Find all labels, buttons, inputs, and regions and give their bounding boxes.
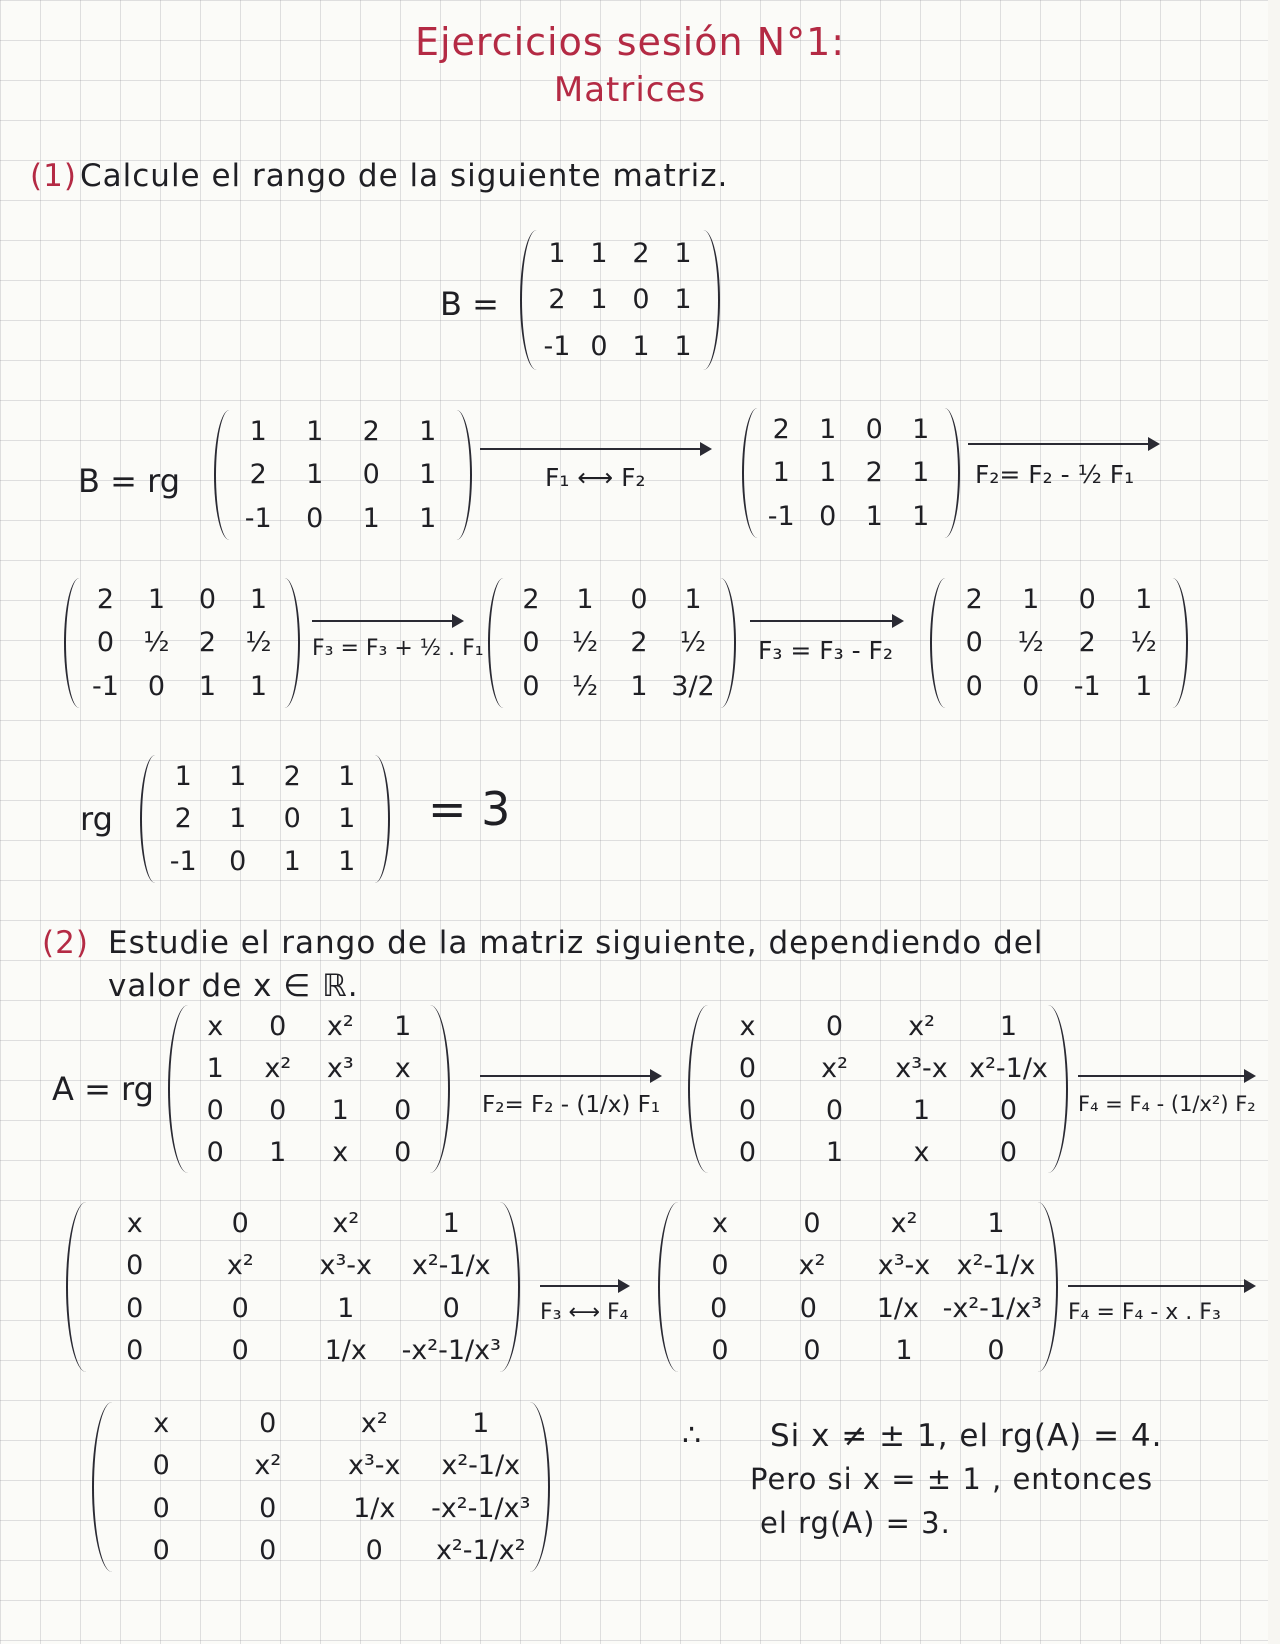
matrix-cell: 0 bbox=[394, 1094, 412, 1126]
matrix-cell: x² bbox=[254, 1450, 282, 1482]
matrix-row bbox=[946, 627, 1172, 658]
matrix-cell: x² bbox=[360, 1407, 388, 1439]
matrix-cell: 2 bbox=[96, 584, 115, 616]
matrix-cell: 1 bbox=[819, 414, 837, 446]
exercise-2-number: (2) bbox=[42, 925, 89, 961]
matrix-cell: 0 bbox=[126, 1292, 144, 1324]
matrix-cell: 0 bbox=[259, 1407, 277, 1439]
matrix-cell: 1 bbox=[1135, 584, 1153, 616]
matrix-cell: 1 bbox=[825, 1136, 844, 1168]
ex2-step-3-matrix bbox=[658, 1202, 1058, 1372]
matrix-row bbox=[82, 1208, 504, 1239]
matrix-cell: x³-x bbox=[319, 1250, 373, 1282]
matrix-cell: 1 bbox=[337, 1292, 355, 1324]
matrix-cell: x² bbox=[908, 1010, 935, 1042]
matrix-cell: 1 bbox=[674, 237, 692, 269]
ex2-operation-2: F₄ = F₄ - (1/x²) F₂ bbox=[1078, 1092, 1256, 1116]
matrix-cell: x²-1/x bbox=[956, 1250, 1036, 1282]
matrix-cell: 2 bbox=[548, 284, 566, 316]
matrix-row bbox=[758, 501, 944, 532]
matrix-cell: 1 bbox=[147, 584, 166, 616]
matrix-row bbox=[184, 1011, 434, 1042]
matrix-cell: 1 bbox=[419, 502, 437, 534]
matrix-cell: 0 bbox=[229, 846, 247, 878]
ex1-operation-4: F₃ = F₃ - F₂ bbox=[758, 636, 893, 665]
matrix-row bbox=[230, 459, 456, 490]
ex1-operation-3: F₃ = F₃ + ½ . F₁ bbox=[312, 636, 484, 661]
matrix-cell: 1/x bbox=[353, 1492, 396, 1524]
matrix-cell: 1 bbox=[198, 670, 217, 702]
matrix-cell: 0 bbox=[1078, 584, 1096, 616]
matrix-cell: 0 bbox=[710, 1292, 728, 1324]
matrix-cell: 1 bbox=[249, 584, 268, 616]
matrix-cell: 1 bbox=[442, 1207, 460, 1239]
matrix-cell: -1 bbox=[1073, 670, 1101, 702]
matrix-cell: 0 bbox=[799, 1292, 817, 1324]
matrix-row bbox=[156, 846, 374, 877]
exercise-1-statement: Calcule el rango de la siguiente matriz. bbox=[80, 158, 729, 194]
matrix-b bbox=[520, 230, 720, 370]
ex1-step-1-matrix bbox=[742, 408, 960, 538]
matrix-row bbox=[536, 284, 704, 315]
matrix-cell: ½ bbox=[143, 627, 170, 659]
ex2-step-1-matrix bbox=[688, 1005, 1068, 1173]
matrix-cell: x² bbox=[264, 1052, 292, 1084]
matrix-row bbox=[536, 331, 704, 362]
matrix-cell: 1 bbox=[999, 1010, 1018, 1042]
matrix-cell: 1 bbox=[590, 237, 608, 269]
matrix-cell: 2 bbox=[283, 760, 301, 792]
matrix-cell: x bbox=[913, 1136, 930, 1168]
ex1-step-4-matrix bbox=[930, 578, 1188, 708]
ex2-operation-3: F₃ ⟷ F₄ bbox=[540, 1300, 629, 1325]
matrix-row bbox=[704, 1095, 1052, 1126]
matrix-row bbox=[108, 1408, 534, 1439]
matrix-cell: 0 bbox=[365, 1535, 383, 1567]
matrix-cell: 1/x bbox=[324, 1335, 367, 1367]
matrix-cell: 1 bbox=[394, 1010, 412, 1042]
matrix-cell: 2 bbox=[522, 584, 540, 616]
matrix-cell: x²-1/x² bbox=[435, 1535, 526, 1567]
matrix-cell: x²-1/x bbox=[411, 1250, 491, 1282]
ex2-arrow-4 bbox=[1068, 1285, 1254, 1287]
matrix-cell: 0 bbox=[362, 459, 380, 491]
ex2-arrow-1 bbox=[480, 1075, 660, 1077]
matrix-row bbox=[82, 1335, 504, 1366]
matrix-cell: 0 bbox=[147, 670, 166, 702]
matrix-cell: 0 bbox=[711, 1335, 729, 1367]
matrix-cell: 0 bbox=[126, 1335, 144, 1367]
matrix-cell: ½ bbox=[1130, 627, 1157, 659]
matrix-cell: -x²-1/x³ bbox=[431, 1492, 531, 1524]
ex1-operation-1: F₁ ⟷ F₂ bbox=[545, 463, 646, 492]
matrix-cell: 2 bbox=[362, 416, 380, 448]
matrix-cell: x bbox=[153, 1407, 170, 1439]
matrix-cell: ½ bbox=[245, 627, 272, 659]
matrix-cell: 0 bbox=[152, 1450, 170, 1482]
matrix-row bbox=[82, 1293, 504, 1324]
matrix-cell: 1 bbox=[895, 1335, 913, 1367]
matrix-cell: ½ bbox=[571, 627, 599, 659]
matrix-cell: x bbox=[712, 1207, 728, 1239]
matrix-cell: x² bbox=[821, 1052, 848, 1084]
matrix-cell: 0 bbox=[999, 1094, 1018, 1126]
exercise-2-statement-line-1: Estudie el rango de la matriz siguiente, dependiendo del bbox=[108, 925, 1044, 961]
matrix-cell: 1 bbox=[306, 416, 324, 448]
matrix-cell: 1 bbox=[249, 416, 267, 448]
ex2-arrow-3 bbox=[540, 1285, 628, 1287]
matrix-cell: 0 bbox=[306, 502, 324, 534]
matrix-cell: 1 bbox=[362, 502, 380, 534]
matrix-cell: 1 bbox=[338, 846, 356, 878]
conclusion-line-2: Pero si x = ± 1 , entonces bbox=[750, 1462, 1154, 1496]
matrix-cell: 0 bbox=[803, 1207, 821, 1239]
matrix-row bbox=[184, 1053, 434, 1084]
result-matrix bbox=[140, 755, 390, 883]
ex2-step-0-matrix bbox=[168, 1005, 450, 1173]
matrix-cell: x bbox=[126, 1207, 143, 1239]
matrix-cell: 1 bbox=[912, 457, 930, 489]
matrix-cell: 1 bbox=[419, 459, 437, 491]
matrix-cell: x bbox=[207, 1010, 224, 1042]
matrix-cell: 0 bbox=[442, 1292, 460, 1324]
ex1-arrow-4 bbox=[750, 620, 902, 622]
matrix-cell: 0 bbox=[152, 1535, 170, 1567]
therefore-symbol: ∴ bbox=[682, 1418, 702, 1453]
matrix-row bbox=[504, 627, 720, 658]
matrix-cell: 0 bbox=[522, 627, 540, 659]
matrix-row bbox=[758, 457, 944, 488]
matrix-row bbox=[674, 1250, 1042, 1281]
matrix-cell: 0 bbox=[269, 1010, 287, 1042]
matrix-cell: -x²-1/x³ bbox=[942, 1292, 1043, 1324]
matrix-cell: 0 bbox=[269, 1094, 287, 1126]
ex2-operation-4: F₄ = F₄ - x . F₃ bbox=[1068, 1300, 1221, 1325]
matrix-cell: x² bbox=[326, 1010, 354, 1042]
matrix-cell: x bbox=[394, 1052, 411, 1084]
matrix-cell: 2 bbox=[632, 237, 650, 269]
matrix-row bbox=[946, 584, 1172, 615]
matrix-cell: 0 bbox=[206, 1136, 224, 1168]
matrix-cell: x³-x bbox=[877, 1250, 931, 1282]
matrix-cell: -1 bbox=[169, 846, 197, 878]
matrix-cell: 0 bbox=[630, 584, 648, 616]
matrix-cell: 1 bbox=[283, 846, 301, 878]
matrix-row bbox=[80, 627, 284, 658]
matrix-cell: 0 bbox=[259, 1492, 277, 1524]
matrix-row bbox=[184, 1095, 434, 1126]
matrix-cell: 2 bbox=[249, 459, 267, 491]
matrix-cell: 1 bbox=[229, 760, 247, 792]
ex1-arrow-3 bbox=[312, 620, 462, 622]
matrix-cell: 0 bbox=[206, 1094, 224, 1126]
matrix-cell: 0 bbox=[522, 670, 540, 702]
matrix-cell: 2 bbox=[630, 627, 648, 659]
matrix-row bbox=[704, 1137, 1052, 1168]
matrix-row bbox=[156, 803, 374, 834]
matrix-cell: 0 bbox=[231, 1292, 249, 1324]
matrix-row bbox=[82, 1250, 504, 1281]
matrix-cell: 1 bbox=[590, 284, 608, 316]
ex1-operation-2: F₂= F₂ - ½ F₁ bbox=[975, 460, 1135, 489]
matrix-cell: 0 bbox=[394, 1136, 412, 1168]
matrix-cell: 1 bbox=[576, 584, 594, 616]
matrix-cell: 0 bbox=[987, 1335, 1005, 1367]
matrix-row bbox=[108, 1535, 534, 1566]
matrix-cell: 2 bbox=[965, 584, 983, 616]
matrix-cell: 0 bbox=[825, 1010, 844, 1042]
matrix-cell: 0 bbox=[965, 670, 983, 702]
matrix-cell: 0 bbox=[590, 331, 608, 363]
conclusion-line-3: el rg(A) = 3. bbox=[760, 1506, 951, 1540]
matrix-cell: 2 bbox=[772, 414, 790, 446]
matrix-cell: 1 bbox=[174, 760, 192, 792]
matrix-cell: 1 bbox=[338, 760, 356, 792]
ex1-arrow-2 bbox=[968, 443, 1158, 445]
rank-a-label: A = rg bbox=[52, 1070, 154, 1108]
matrix-cell: 1 bbox=[632, 331, 650, 363]
matrix-row bbox=[536, 238, 704, 269]
matrix-cell: x³-x bbox=[347, 1450, 401, 1482]
matrix-cell: 1 bbox=[912, 414, 930, 446]
matrix-cell: 1 bbox=[819, 457, 837, 489]
matrix-cell: 1 bbox=[419, 416, 437, 448]
matrix-row bbox=[80, 584, 284, 615]
matrix-row bbox=[184, 1137, 434, 1168]
exercise-1-number: (1) bbox=[30, 158, 77, 194]
matrix-cell: x² bbox=[890, 1207, 918, 1239]
matrix-cell: 1 bbox=[306, 459, 324, 491]
ex2-step-2-matrix bbox=[66, 1202, 520, 1372]
matrix-row bbox=[230, 416, 456, 447]
result-rank-label: rg bbox=[80, 800, 113, 838]
ex1-arrow-1 bbox=[480, 448, 710, 450]
matrix-b-label: B = bbox=[440, 285, 499, 323]
matrix-cell: 0 bbox=[283, 803, 301, 835]
result-value: = 3 bbox=[428, 782, 511, 836]
matrix-cell: 0 bbox=[632, 284, 650, 316]
matrix-cell: 0 bbox=[865, 414, 883, 446]
conclusion-line-1: Si x ≠ ± 1, el rg(A) = 4. bbox=[770, 1418, 1163, 1454]
matrix-cell: 0 bbox=[152, 1492, 170, 1524]
matrix-cell: 0 bbox=[803, 1335, 821, 1367]
matrix-cell: 3/2 bbox=[671, 670, 715, 702]
matrix-cell: 0 bbox=[259, 1535, 277, 1567]
rank-b-label: B = rg bbox=[78, 462, 181, 500]
matrix-cell: 1 bbox=[331, 1094, 349, 1126]
matrix-row bbox=[704, 1011, 1052, 1042]
matrix-cell: 0 bbox=[231, 1335, 249, 1367]
page-title: Ejercicios sesión N°1: bbox=[414, 20, 846, 64]
matrix-cell: 0 bbox=[738, 1136, 757, 1168]
matrix-row bbox=[674, 1293, 1042, 1324]
matrix-row bbox=[704, 1053, 1052, 1084]
matrix-row bbox=[504, 671, 720, 702]
matrix-cell: -x²-1/x³ bbox=[401, 1335, 501, 1367]
matrix-cell: 1 bbox=[912, 1094, 931, 1126]
exercise-2-statement-line-2: valor de x ∈ ℝ. bbox=[108, 968, 359, 1004]
matrix-cell: 1 bbox=[674, 331, 692, 363]
ex1-step-3-matrix bbox=[488, 578, 736, 708]
matrix-row bbox=[80, 671, 284, 702]
matrix-row bbox=[674, 1335, 1042, 1366]
matrix-row bbox=[230, 503, 456, 534]
matrix-cell: x² bbox=[226, 1250, 254, 1282]
matrix-cell: 0 bbox=[1022, 670, 1040, 702]
matrix-cell: 2 bbox=[198, 627, 217, 659]
matrix-cell: 0 bbox=[825, 1094, 844, 1126]
matrix-cell: 1 bbox=[772, 457, 790, 489]
matrix-cell: 1 bbox=[206, 1052, 224, 1084]
matrix-cell: 1 bbox=[1022, 584, 1040, 616]
matrix-cell: -1 bbox=[543, 331, 571, 363]
matrix-cell: x² bbox=[798, 1250, 826, 1282]
ex2-step-4-matrix bbox=[92, 1402, 550, 1572]
matrix-cell: 0 bbox=[96, 627, 115, 659]
matrix-cell: 0 bbox=[198, 584, 217, 616]
matrix-cell: -1 bbox=[92, 670, 119, 702]
matrix-cell: 2 bbox=[1078, 627, 1096, 659]
matrix-cell: 1 bbox=[987, 1207, 1005, 1239]
matrix-row bbox=[758, 414, 944, 445]
matrix-cell: 2 bbox=[865, 457, 883, 489]
matrix-row bbox=[108, 1493, 534, 1524]
matrix-cell: 1 bbox=[865, 500, 883, 532]
matrix-cell: 1/x bbox=[876, 1292, 919, 1324]
matrix-cell: 1 bbox=[472, 1407, 490, 1439]
matrix-cell: 1 bbox=[684, 584, 702, 616]
matrix-cell: 0 bbox=[965, 627, 983, 659]
matrix-cell: -1 bbox=[244, 502, 272, 534]
matrix-cell: ½ bbox=[679, 627, 707, 659]
matrix-cell: 0 bbox=[999, 1136, 1018, 1168]
page-subtitle: Matrices bbox=[553, 70, 707, 110]
matrix-cell: 1 bbox=[630, 670, 648, 702]
matrix-row bbox=[156, 761, 374, 792]
matrix-cell: 0 bbox=[738, 1052, 757, 1084]
matrix-cell: ½ bbox=[1017, 627, 1044, 659]
matrix-cell: x²-1/x bbox=[441, 1450, 521, 1482]
ex2-arrow-2 bbox=[1078, 1075, 1254, 1077]
matrix-cell: x bbox=[739, 1010, 756, 1042]
matrix-cell: ½ bbox=[571, 670, 599, 702]
matrix-cell: 1 bbox=[548, 237, 566, 269]
matrix-cell: 1 bbox=[912, 500, 930, 532]
matrix-cell: x³ bbox=[326, 1052, 354, 1084]
matrix-cell: x²-1/x bbox=[969, 1052, 1048, 1084]
matrix-cell: x bbox=[332, 1136, 349, 1168]
matrix-cell: 1 bbox=[338, 803, 356, 835]
matrix-cell: 0 bbox=[738, 1094, 757, 1126]
matrix-cell: 0 bbox=[819, 500, 837, 532]
ex1-step-0-matrix bbox=[214, 410, 472, 540]
matrix-row bbox=[108, 1450, 534, 1481]
matrix-cell: 1 bbox=[269, 1136, 287, 1168]
matrix-cell: 1 bbox=[249, 670, 268, 702]
matrix-row bbox=[674, 1208, 1042, 1239]
matrix-cell: 1 bbox=[229, 803, 247, 835]
matrix-cell: 0 bbox=[126, 1250, 144, 1282]
matrix-row bbox=[946, 671, 1172, 702]
matrix-row bbox=[504, 584, 720, 615]
matrix-cell: x³-x bbox=[895, 1052, 948, 1084]
ex1-step-2-matrix bbox=[64, 578, 300, 708]
matrix-cell: 2 bbox=[174, 803, 192, 835]
matrix-cell: 1 bbox=[674, 284, 692, 316]
ex2-operation-1: F₂= F₂ - (1/x) F₁ bbox=[482, 1092, 661, 1118]
matrix-cell: 1 bbox=[1135, 670, 1153, 702]
matrix-cell: -1 bbox=[767, 500, 795, 532]
matrix-cell: 0 bbox=[711, 1250, 729, 1282]
matrix-cell: x² bbox=[332, 1207, 360, 1239]
matrix-cell: 0 bbox=[231, 1207, 249, 1239]
